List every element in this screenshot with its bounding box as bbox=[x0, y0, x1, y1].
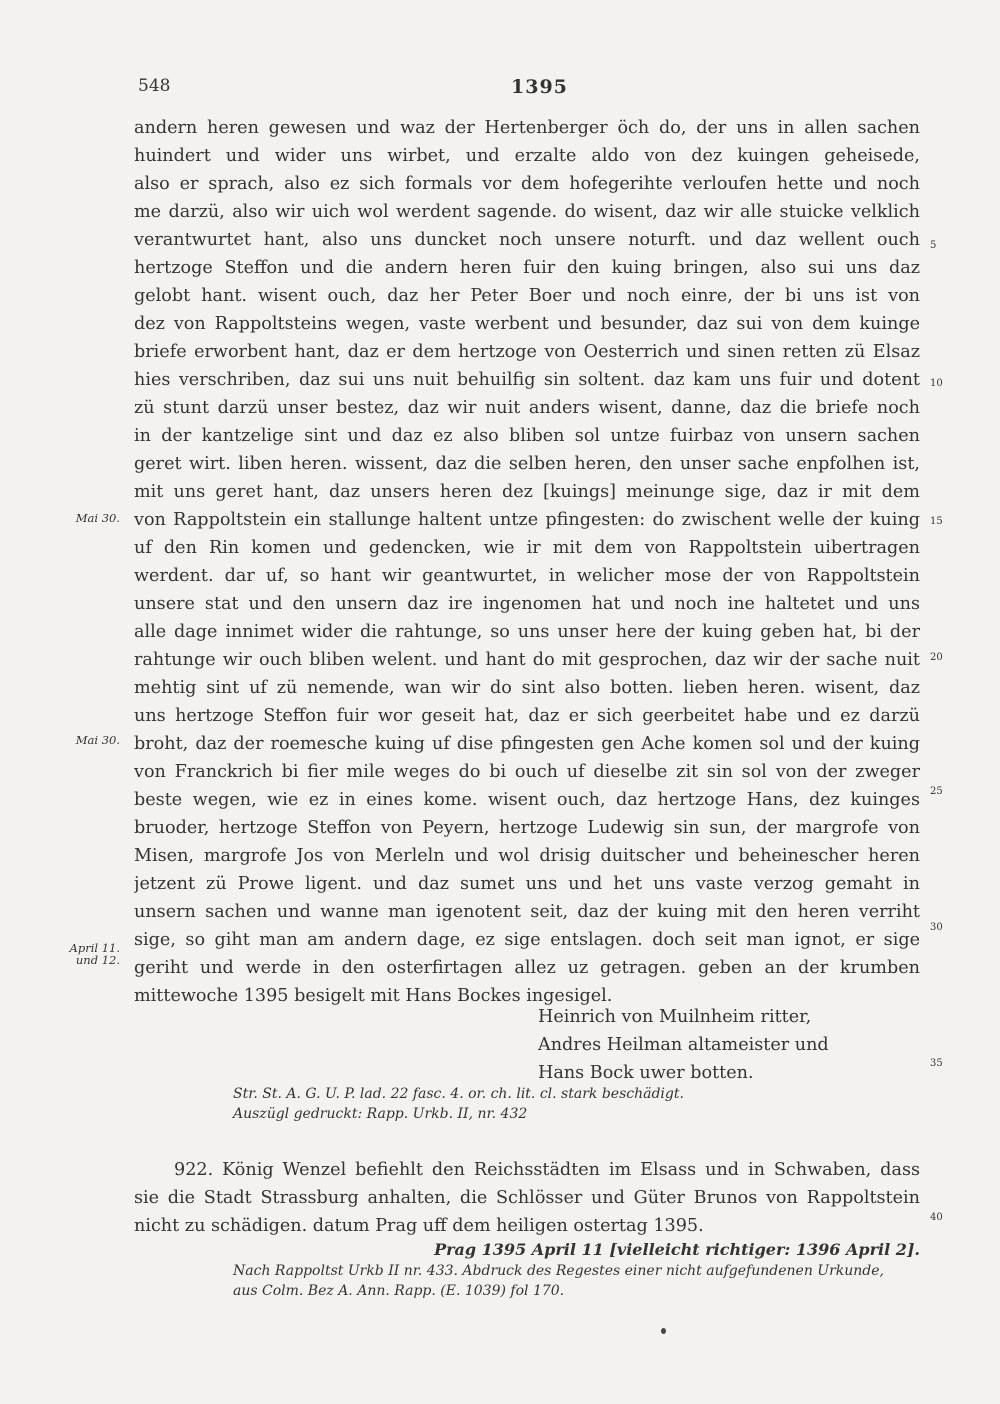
signature-line: Heinrich von Muilnheim ritter, bbox=[538, 1007, 812, 1027]
body-line: andern heren gewesen und waz der Hertenberger öch do, der uns in allen sachen bbox=[134, 118, 920, 138]
body-line: unsern sachen und wanne man igenotent seit, daz der kuing mit den heren verriht bbox=[134, 902, 920, 922]
body-line: in der kantzelige sint und daz ez also bliben sol untze fuirbaz von unsern sachen bbox=[134, 426, 920, 446]
body-line: also er sprach, also ez sich formals vor dem hofegerihte verloufen hette und noch bbox=[134, 174, 920, 194]
body-line: verantwurtet hant, also uns duncket noch unsere noturft. und daz wellent ouch bbox=[134, 230, 920, 250]
body-line: bruoder, hertzoge Steffon von Peyern, hertzoge Ludewig sin sun, der margrofe von bbox=[134, 818, 920, 838]
line-number: 15 bbox=[930, 516, 943, 527]
margin-date: Mai 30. bbox=[75, 511, 120, 525]
page-year-heading: 1395 bbox=[511, 76, 568, 98]
body-line: hertzoge Steffon und die andern heren fuir den kuing bringen, also sui uns daz bbox=[134, 258, 920, 278]
margin-date: Mai 30. bbox=[75, 733, 120, 747]
line-number: 35 bbox=[930, 1058, 943, 1069]
line-number: 25 bbox=[930, 786, 943, 797]
body-line: me darzü, also wir uich wol werdent sagende. do wisent, daz wir alle stuicke velklich bbox=[134, 202, 920, 222]
source-note: Str. St. A. G. U. P. lad. 22 fasc. 4. or. ch. lit. cl. stark beschädigt. bbox=[233, 1086, 684, 1102]
line-number: 30 bbox=[930, 922, 943, 933]
entry-note: aus Colm. Bez A. Ann. Rapp. (E. 1039) fol 170. bbox=[233, 1283, 565, 1299]
body-line: rahtunge wir ouch bliben welent. und hant do mit gesprochen, daz wir der sache nuit bbox=[134, 650, 920, 670]
body-line: Misen, margrofe Jos von Merleln und wol drisig duitscher und beheinescher heren bbox=[134, 846, 920, 866]
body-line: gelobt hant. wisent ouch, daz her Peter Boer und noch einre, der bi uns ist von bbox=[134, 286, 920, 306]
body-line: geret wirt. liben heren. wissent, daz die selben heren, den unser sache enpfolhen ist, bbox=[134, 454, 920, 474]
signature-line: Hans Bock uwer botten. bbox=[538, 1063, 754, 1083]
body-line: hies verschriben, daz sui uns nuit behuilfig sin soltent. daz kam uns fuir und dotent bbox=[134, 370, 920, 390]
body-line: werdent. dar uf, so hant wir geantwurtet, in welicher mose der von Rappoltstein bbox=[134, 566, 920, 586]
body-line: jetzent zü Prowe ligent. und daz sumet uns und het uns vaste verzog gemaht in bbox=[134, 874, 920, 894]
entry-line: nicht zu schädigen. datum Prag uff dem heiligen ostertag 1395. bbox=[134, 1216, 704, 1236]
signature-line: Andres Heilman altameister und bbox=[538, 1035, 829, 1055]
body-line: alle dage innimet wider die rahtunge, so uns unser here der kuing geben hat, bi der bbox=[134, 622, 920, 642]
body-line: briefe erworbent hant, daz er dem hertzoge von Oesterrich und sinen retten zü Elsaz bbox=[134, 342, 920, 362]
body-line: von Franckrich bi fier mile weges do bi ouch uf dieselbe zit sin sol von der zweger bbox=[134, 762, 920, 782]
line-number: 20 bbox=[930, 652, 943, 663]
line-number: 40 bbox=[930, 1212, 943, 1223]
body-line: zü stunt darzü unser bestez, daz wir nuit anders wisent, danne, daz die briefe noch bbox=[134, 398, 920, 418]
entry-place-date: Prag 1395 April 11 [vielleicht richtiger: 1396 April 2]. bbox=[434, 1240, 920, 1259]
body-line: unsere stat und den unsern daz ire ingenomen hat und noch ine haltetet und uns bbox=[134, 594, 920, 614]
body-line: sige, so giht man am andern dage, ez sige entslagen. doch seit man ignot, er sige bbox=[134, 930, 920, 950]
entry-line: sie die Stadt Strassburg anhalten, die Schlösser und Güter Brunos von Rappoltstein bbox=[134, 1188, 920, 1208]
ink-dot bbox=[661, 1328, 666, 1334]
body-line: geriht und werde in den osterfirtagen allez uz getragen. geben an der krumben bbox=[134, 958, 920, 978]
entry-line: 922. König Wenzel befiehlt den Reichsstädten im Elsass und in Schwaben, dass bbox=[174, 1160, 920, 1180]
source-note: Auszügl gedruckt: Rapp. Urkb. II, nr. 432 bbox=[233, 1106, 528, 1122]
body-line: mehtig sint uf zü nemende, wan wir do sint also botten. lieben heren. wisent, daz bbox=[134, 678, 920, 698]
body-line: mit uns geret hant, daz unsers heren dez [kuings] meinunge sige, daz ir mit dem bbox=[134, 482, 920, 502]
body-line: beste wegen, wie ez in eines kome. wisent ouch, daz hertzoge Hans, dez kuinges bbox=[134, 790, 920, 810]
page-number: 548 bbox=[138, 76, 171, 96]
margin-date: April 11. bbox=[69, 941, 120, 955]
margin-date: und 12. bbox=[75, 953, 120, 967]
body-line: huindert und wider uns wirbet, und erzalte aldo von dez kuingen geheisede, bbox=[134, 146, 920, 166]
entry-note: Nach Rappoltst Urkb II nr. 433. Abdruck des Regestes einer nicht aufgefundenen Urkunde, bbox=[233, 1263, 884, 1279]
body-line: broht, daz der roemesche kuing uf dise pfingesten gen Ache komen sol und der kuing bbox=[134, 734, 920, 754]
body-line: von Rappoltstein ein stallunge haltent untze pfingesten: do zwischent welle der kuing bbox=[134, 510, 920, 530]
body-line: mittewoche 1395 besigelt mit Hans Bockes ingesigel. bbox=[134, 986, 613, 1006]
body-line: uf den Rin komen und gedencken, wie ir mit dem von Rappoltstein uibertragen bbox=[134, 538, 920, 558]
line-number: 5 bbox=[930, 240, 937, 251]
line-number: 10 bbox=[930, 378, 943, 389]
body-line: uns hertzoge Steffon fuir wor geseit hat, daz er sich geerbeitet habe und ez darzü bbox=[134, 706, 920, 726]
body-line: dez von Rappoltsteins wegen, vaste werbent und besunder, daz sui von dem kuinge bbox=[134, 314, 920, 334]
